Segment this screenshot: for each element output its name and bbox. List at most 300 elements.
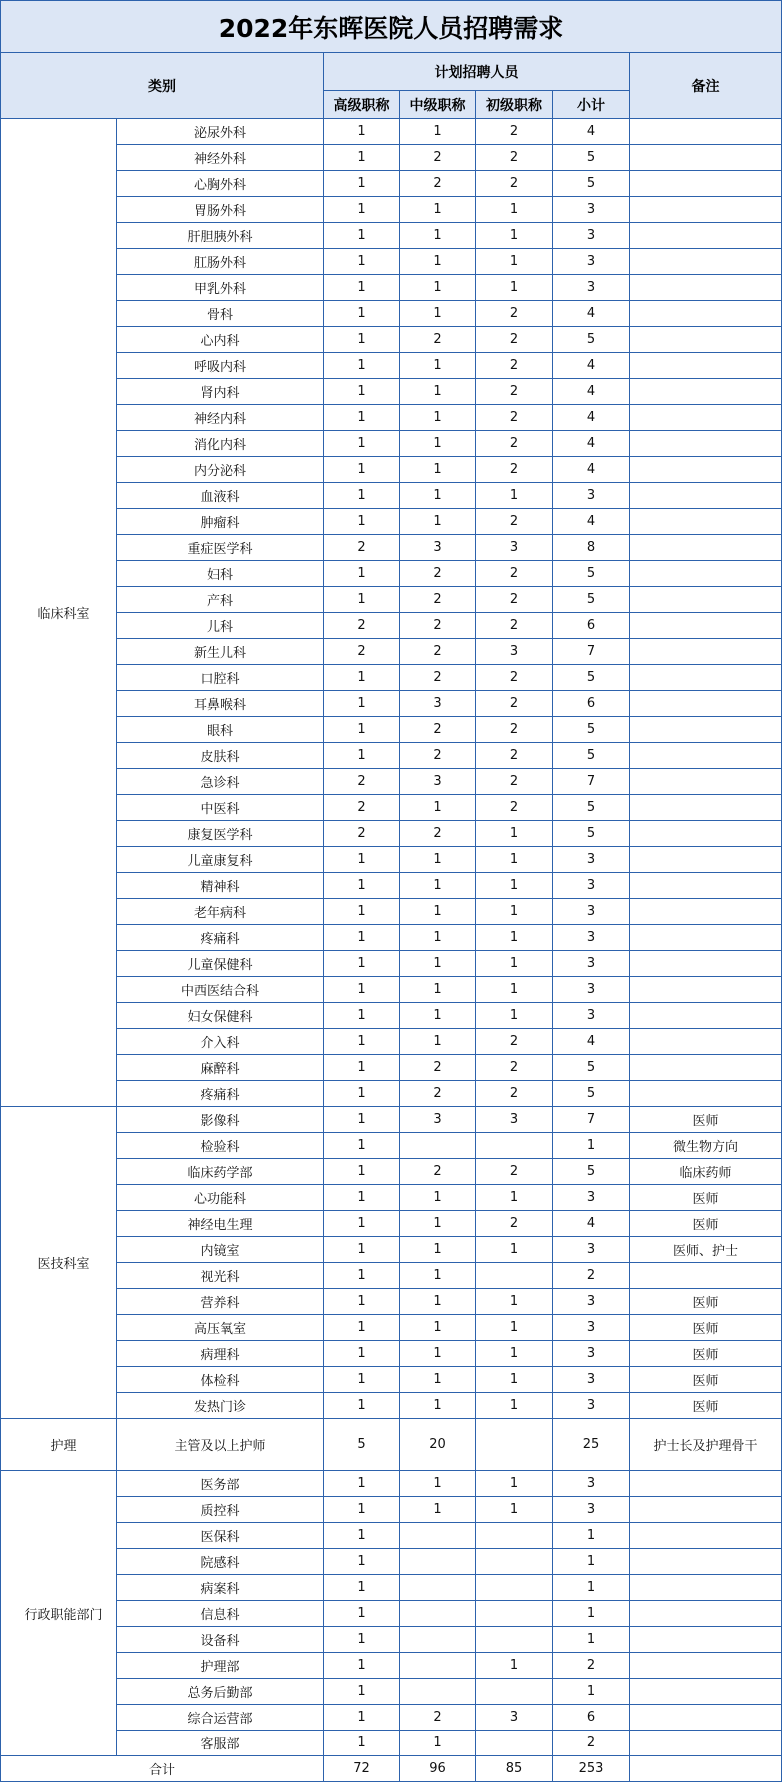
note-cell [630,327,782,353]
senior-cell: 1 [324,587,400,613]
junior-cell: 1 [476,1367,553,1393]
department-cell: 心内科 [117,327,324,353]
department-cell: 儿童保健科 [117,951,324,977]
senior-cell: 1 [324,249,400,275]
senior-cell: 1 [324,301,400,327]
senior-cell: 1 [324,1341,400,1367]
junior-cell: 2 [476,769,553,795]
subtotal-cell: 3 [553,1341,630,1367]
senior-cell: 1 [324,145,400,171]
note-cell [630,613,782,639]
senior-cell: 2 [324,613,400,639]
senior-cell: 1 [324,1055,400,1081]
department-cell: 疼痛科 [117,1081,324,1107]
department-cell: 妇科 [117,561,324,587]
note-cell: 医师 [630,1393,782,1419]
note-cell [630,587,782,613]
subtotal-cell: 4 [553,1029,630,1055]
department-cell: 肿瘤科 [117,509,324,535]
department-cell: 院感科 [117,1549,324,1575]
department-cell: 营养科 [117,1289,324,1315]
note-cell [630,1263,782,1289]
senior-cell: 1 [324,743,400,769]
note-cell [630,379,782,405]
senior-cell: 1 [324,379,400,405]
note-cell [630,1471,782,1497]
subtotal-cell: 3 [553,1289,630,1315]
note-cell [630,249,782,275]
note-cell [630,821,782,847]
middle-cell: 1 [400,1185,476,1211]
junior-cell: 1 [476,1471,553,1497]
total-middle-cell: 96 [400,1756,476,1782]
junior-cell [476,1263,553,1289]
middle-cell: 1 [400,925,476,951]
note-cell [630,1003,782,1029]
senior-cell: 1 [324,665,400,691]
subtotal-cell: 5 [553,1159,630,1185]
header-junior: 初级职称 [476,91,553,119]
junior-cell: 1 [476,821,553,847]
senior-cell: 1 [324,1289,400,1315]
middle-cell: 2 [400,1055,476,1081]
middle-cell: 3 [400,691,476,717]
subtotal-cell: 2 [553,1653,630,1679]
note-cell: 医师 [630,1107,782,1133]
senior-cell: 1 [324,1627,400,1653]
senior-cell: 1 [324,925,400,951]
note-cell [630,197,782,223]
senior-cell: 1 [324,1029,400,1055]
senior-cell: 2 [324,795,400,821]
middle-cell: 2 [400,717,476,743]
note-cell: 医师 [630,1315,782,1341]
note-cell [630,639,782,665]
junior-cell: 2 [476,743,553,769]
middle-cell: 1 [400,275,476,301]
subtotal-cell: 5 [553,587,630,613]
department-cell: 体检科 [117,1367,324,1393]
senior-cell: 1 [324,1211,400,1237]
department-cell: 重症医学科 [117,535,324,561]
junior-cell: 2 [476,379,553,405]
department-cell: 病案科 [117,1575,324,1601]
department-cell: 老年病科 [117,899,324,925]
note-cell: 医师 [630,1367,782,1393]
note-cell [630,171,782,197]
department-cell: 检验科 [117,1133,324,1159]
junior-cell: 2 [476,145,553,171]
senior-cell: 1 [324,1497,400,1523]
subtotal-cell: 3 [553,951,630,977]
department-cell: 发热门诊 [117,1393,324,1419]
note-cell [630,1055,782,1081]
department-cell: 疼痛科 [117,925,324,951]
subtotal-cell: 4 [553,1211,630,1237]
department-cell: 精神科 [117,873,324,899]
junior-cell: 2 [476,1211,553,1237]
junior-cell: 1 [476,1497,553,1523]
junior-cell: 1 [476,483,553,509]
senior-cell: 1 [324,1133,400,1159]
note-cell [630,1029,782,1055]
junior-cell: 1 [476,873,553,899]
middle-cell: 20 [400,1419,476,1471]
department-cell: 高压氧室 [117,1315,324,1341]
note-cell [630,1601,782,1627]
note-cell [630,405,782,431]
senior-cell: 1 [324,691,400,717]
subtotal-cell: 3 [553,249,630,275]
junior-cell: 2 [476,405,553,431]
middle-cell: 1 [400,1263,476,1289]
senior-cell: 2 [324,639,400,665]
subtotal-cell: 3 [553,847,630,873]
department-cell: 心功能科 [117,1185,324,1211]
subtotal-cell: 3 [553,483,630,509]
senior-cell: 1 [324,405,400,431]
subtotal-cell: 1 [553,1601,630,1627]
senior-cell: 1 [324,1367,400,1393]
subtotal-cell: 3 [553,197,630,223]
subtotal-cell: 2 [553,1263,630,1289]
middle-cell: 2 [400,145,476,171]
junior-cell: 2 [476,431,553,457]
department-cell: 视光科 [117,1263,324,1289]
middle-cell: 2 [400,171,476,197]
junior-cell: 1 [476,1185,553,1211]
department-cell: 神经内科 [117,405,324,431]
category-label: 行政职能部门 [1,1471,117,1756]
note-cell: 医师 [630,1289,782,1315]
subtotal-cell: 3 [553,1237,630,1263]
department-cell: 儿科 [117,613,324,639]
middle-cell: 1 [400,977,476,1003]
department-cell: 医保科 [117,1523,324,1549]
middle-cell: 1 [400,379,476,405]
subtotal-cell: 5 [553,665,630,691]
junior-cell: 1 [476,1653,553,1679]
subtotal-cell: 3 [553,1367,630,1393]
subtotal-cell: 7 [553,1107,630,1133]
department-cell: 护理部 [117,1653,324,1679]
senior-cell: 2 [324,769,400,795]
department-cell: 设备科 [117,1627,324,1653]
header-middle: 中级职称 [400,91,476,119]
note-cell [630,1523,782,1549]
total-senior-cell: 72 [324,1756,400,1782]
page-title: 2022年东晖医院人员招聘需求 [1,1,782,53]
note-cell [630,1081,782,1107]
junior-cell: 3 [476,639,553,665]
department-cell: 康复医学科 [117,821,324,847]
subtotal-cell: 2 [553,1731,630,1757]
middle-cell: 2 [400,613,476,639]
senior-cell: 1 [324,119,400,145]
subtotal-cell: 3 [553,1315,630,1341]
note-cell [630,925,782,951]
middle-cell: 1 [400,1211,476,1237]
subtotal-cell: 4 [553,457,630,483]
junior-cell: 2 [476,119,553,145]
junior-cell: 1 [476,899,553,925]
middle-cell: 1 [400,405,476,431]
department-cell: 中医科 [117,795,324,821]
department-cell: 介入科 [117,1029,324,1055]
junior-cell: 1 [476,925,553,951]
senior-cell: 1 [324,483,400,509]
senior-cell: 1 [324,561,400,587]
subtotal-cell: 6 [553,613,630,639]
senior-cell: 1 [324,1731,400,1757]
senior-cell: 1 [324,327,400,353]
subtotal-cell: 1 [553,1549,630,1575]
subtotal-cell: 8 [553,535,630,561]
note-cell [630,1653,782,1679]
senior-cell: 1 [324,275,400,301]
note-cell: 医师 [630,1185,782,1211]
note-cell [630,769,782,795]
middle-cell: 1 [400,1731,476,1757]
junior-cell: 2 [476,457,553,483]
note-cell [630,457,782,483]
junior-cell: 1 [476,847,553,873]
subtotal-cell: 3 [553,899,630,925]
middle-cell: 2 [400,1705,476,1731]
middle-cell: 1 [400,483,476,509]
senior-cell: 1 [324,977,400,1003]
middle-cell: 1 [400,223,476,249]
header-plan: 计划招聘人员 [324,53,630,91]
subtotal-cell: 5 [553,1081,630,1107]
total-junior-cell: 85 [476,1756,553,1782]
department-cell: 客服部 [117,1731,324,1757]
junior-cell: 2 [476,1159,553,1185]
subtotal-cell: 3 [553,925,630,951]
middle-cell: 1 [400,847,476,873]
senior-cell: 2 [324,821,400,847]
subtotal-cell: 3 [553,1185,630,1211]
junior-cell: 2 [476,353,553,379]
middle-cell: 1 [400,873,476,899]
note-cell: 护士长及护理骨干 [630,1419,782,1471]
note-cell [630,535,782,561]
department-cell: 泌尿外科 [117,119,324,145]
senior-cell: 1 [324,171,400,197]
junior-cell: 2 [476,561,553,587]
junior-cell [476,1523,553,1549]
subtotal-cell: 4 [553,431,630,457]
middle-cell: 1 [400,509,476,535]
subtotal-cell: 7 [553,639,630,665]
senior-cell: 1 [324,951,400,977]
department-cell: 麻醉科 [117,1055,324,1081]
middle-cell: 2 [400,1159,476,1185]
department-cell: 胃肠外科 [117,197,324,223]
middle-cell: 2 [400,639,476,665]
department-cell: 产科 [117,587,324,613]
middle-cell: 1 [400,197,476,223]
senior-cell: 1 [324,1003,400,1029]
department-cell: 中西医结合科 [117,977,324,1003]
subtotal-cell: 3 [553,1497,630,1523]
middle-cell: 2 [400,561,476,587]
junior-cell [476,1627,553,1653]
department-cell: 内分泌科 [117,457,324,483]
junior-cell: 3 [476,535,553,561]
department-cell: 医务部 [117,1471,324,1497]
header-subtotal: 小计 [553,91,630,119]
department-cell: 神经外科 [117,145,324,171]
senior-cell: 1 [324,431,400,457]
middle-cell: 1 [400,1367,476,1393]
subtotal-cell: 6 [553,1705,630,1731]
middle-cell [400,1653,476,1679]
department-cell: 急诊科 [117,769,324,795]
middle-cell: 1 [400,1289,476,1315]
note-cell [630,1705,782,1731]
note-cell [630,119,782,145]
junior-cell: 2 [476,509,553,535]
note-cell [630,145,782,171]
note-cell [630,717,782,743]
senior-cell: 2 [324,535,400,561]
senior-cell: 1 [324,899,400,925]
junior-cell: 2 [476,1029,553,1055]
department-cell: 新生儿科 [117,639,324,665]
subtotal-cell: 1 [553,1679,630,1705]
junior-cell: 1 [476,1341,553,1367]
middle-cell: 2 [400,821,476,847]
senior-cell: 1 [324,1107,400,1133]
category-label: 临床科室 [1,119,117,1107]
department-cell: 眼科 [117,717,324,743]
subtotal-cell: 4 [553,509,630,535]
subtotal-cell: 3 [553,1003,630,1029]
senior-cell: 1 [324,1549,400,1575]
note-cell [630,301,782,327]
junior-cell: 1 [476,275,553,301]
subtotal-cell: 1 [553,1523,630,1549]
note-cell [630,1575,782,1601]
subtotal-cell: 4 [553,353,630,379]
junior-cell: 1 [476,1315,553,1341]
senior-cell: 1 [324,1471,400,1497]
middle-cell: 2 [400,665,476,691]
junior-cell: 1 [476,223,553,249]
senior-cell: 1 [324,847,400,873]
senior-cell: 1 [324,457,400,483]
department-cell: 皮肤科 [117,743,324,769]
senior-cell: 5 [324,1419,400,1471]
department-cell: 综合运营部 [117,1705,324,1731]
note-cell [630,691,782,717]
senior-cell: 1 [324,1159,400,1185]
subtotal-cell: 3 [553,275,630,301]
note-cell: 医师 [630,1341,782,1367]
total-label: 合计 [1,1756,324,1782]
junior-cell: 2 [476,795,553,821]
department-cell: 耳鼻喉科 [117,691,324,717]
middle-cell: 1 [400,249,476,275]
subtotal-cell: 1 [553,1627,630,1653]
middle-cell: 3 [400,535,476,561]
junior-cell: 2 [476,613,553,639]
note-cell [630,873,782,899]
subtotal-cell: 5 [553,561,630,587]
junior-cell: 2 [476,327,553,353]
note-cell [630,223,782,249]
middle-cell: 1 [400,1471,476,1497]
middle-cell: 1 [400,899,476,925]
note-cell [630,1549,782,1575]
note-cell [630,977,782,1003]
note-cell [630,743,782,769]
junior-cell: 2 [476,587,553,613]
department-cell: 骨科 [117,301,324,327]
subtotal-cell: 4 [553,301,630,327]
department-cell: 影像科 [117,1107,324,1133]
middle-cell [400,1627,476,1653]
senior-cell: 1 [324,1237,400,1263]
note-cell [630,561,782,587]
department-cell: 心胸外科 [117,171,324,197]
middle-cell: 1 [400,795,476,821]
department-cell: 主管及以上护师 [117,1419,324,1471]
note-cell [630,1627,782,1653]
middle-cell: 1 [400,1029,476,1055]
junior-cell: 2 [476,1055,553,1081]
middle-cell: 1 [400,457,476,483]
department-cell: 血液科 [117,483,324,509]
senior-cell: 1 [324,1263,400,1289]
subtotal-cell: 5 [553,821,630,847]
senior-cell: 1 [324,1679,400,1705]
note-cell: 医师 [630,1211,782,1237]
senior-cell: 1 [324,197,400,223]
note-cell: 临床药师 [630,1159,782,1185]
department-cell: 消化内科 [117,431,324,457]
middle-cell: 1 [400,431,476,457]
middle-cell: 1 [400,1003,476,1029]
note-cell [630,483,782,509]
note-cell [630,1731,782,1757]
junior-cell: 2 [476,1081,553,1107]
senior-cell: 1 [324,717,400,743]
senior-cell: 1 [324,1393,400,1419]
department-cell: 信息科 [117,1601,324,1627]
header-remarks: 备注 [630,53,782,119]
subtotal-cell: 1 [553,1133,630,1159]
total-note-cell [630,1756,782,1782]
department-cell: 总务后勤部 [117,1679,324,1705]
middle-cell: 1 [400,951,476,977]
subtotal-cell: 3 [553,873,630,899]
note-cell [630,899,782,925]
subtotal-cell: 4 [553,119,630,145]
junior-cell: 1 [476,1393,553,1419]
senior-cell: 1 [324,353,400,379]
note-cell [630,1679,782,1705]
middle-cell [400,1601,476,1627]
subtotal-cell: 25 [553,1419,630,1471]
note-cell: 微生物方向 [630,1133,782,1159]
subtotal-cell: 6 [553,691,630,717]
junior-cell: 1 [476,1003,553,1029]
senior-cell: 1 [324,509,400,535]
senior-cell: 1 [324,1601,400,1627]
note-cell [630,353,782,379]
